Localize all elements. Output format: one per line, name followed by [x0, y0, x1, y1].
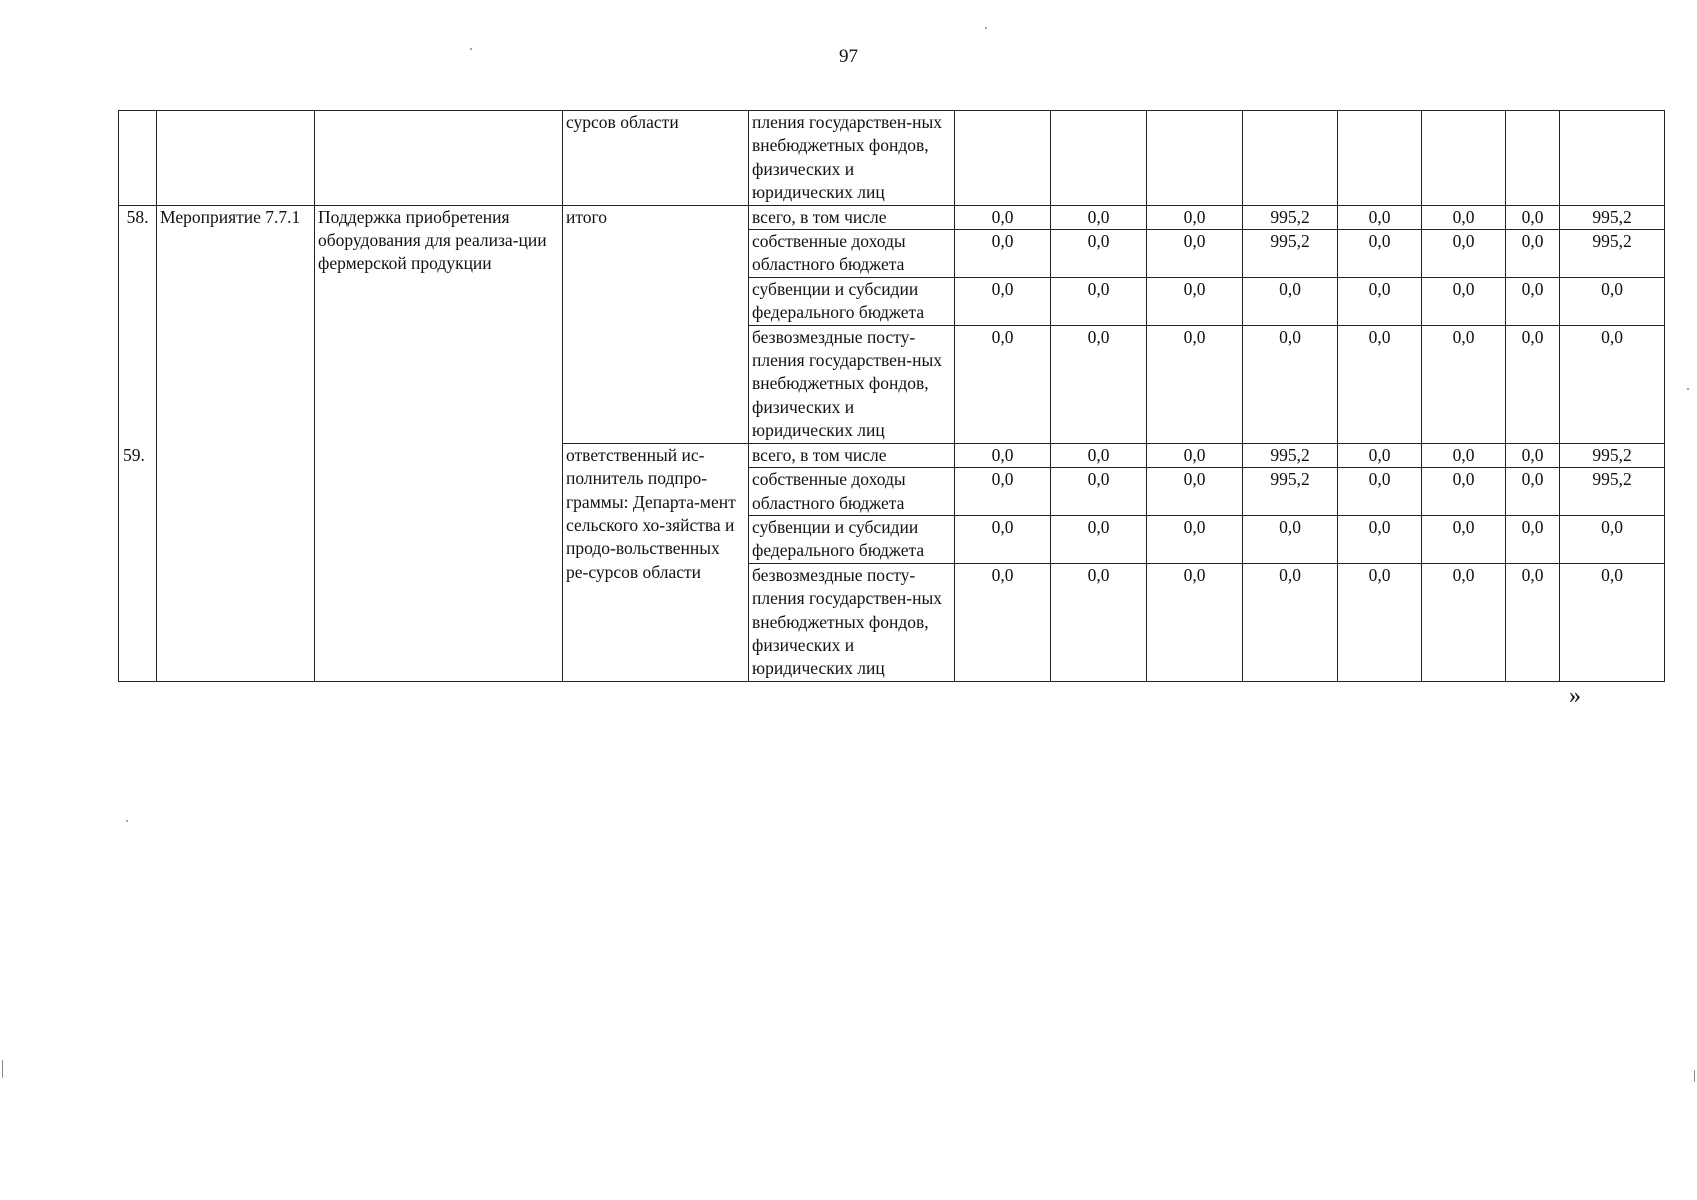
value-cell: 0,0 — [1422, 205, 1506, 229]
value-cell: 0,0 — [955, 468, 1051, 516]
value-cell — [1422, 111, 1506, 206]
value-cell: 0,0 — [1338, 325, 1422, 443]
value-cell: 0,0 — [1338, 277, 1422, 325]
index-cell — [119, 111, 157, 206]
value-cell: 0,0 — [1051, 563, 1147, 681]
value-cell: 0,0 — [1243, 277, 1338, 325]
value-cell: 0,0 — [1506, 277, 1560, 325]
funding-source-label: собственные доходы областного бюджета — [749, 468, 955, 516]
value-cell: 0,0 — [1422, 277, 1506, 325]
value-cell: 0,0 — [1422, 515, 1506, 563]
value-cell: 0,0 — [1506, 205, 1560, 229]
scan-speck — [2, 1060, 3, 1078]
funding-source-cell: пления государствен-ных внебюджетных фондов, физических и юридических лиц — [749, 111, 955, 206]
value-cell — [1051, 111, 1147, 206]
value-cell: 0,0 — [1506, 515, 1560, 563]
value-cell: 0,0 — [1506, 325, 1560, 443]
value-cell: 0,0 — [1422, 563, 1506, 681]
executor-cell: ответственный ис-полнитель подпро-граммы: Департа-мент сельского хо-зяйства и продо-вольственных ре-сурсов области — [563, 443, 749, 681]
value-cell: 0,0 — [1560, 515, 1665, 563]
value-cell: 0,0 — [955, 325, 1051, 443]
value-cell: 0,0 — [1338, 468, 1422, 516]
funding-source-label: субвенции и субсидии федерального бюджета — [749, 277, 955, 325]
value-cell — [1338, 111, 1422, 206]
funding-source-label: безвозмездные посту-пления государствен-ных внебюджетных фондов, физических и юридических лиц — [749, 325, 955, 443]
scan-speck — [126, 820, 128, 822]
value-cell: 0,0 — [1560, 325, 1665, 443]
value-cell: 0,0 — [1147, 563, 1243, 681]
value-cell: 0,0 — [1147, 230, 1243, 278]
value-cell: 0,0 — [1338, 515, 1422, 563]
funding-source-label: безвозмездные посту-пления государствен-ных внебюджетных фондов, физических и юридических лиц — [749, 563, 955, 681]
value-cell: 0,0 — [1338, 443, 1422, 467]
funding-source-label: всего, в том числе — [749, 443, 955, 467]
value-cell: 0,0 — [1051, 468, 1147, 516]
scan-speck — [470, 48, 472, 50]
value-cell — [1560, 111, 1665, 206]
value-cell: 0,0 — [955, 205, 1051, 229]
value-cell: 0,0 — [1338, 563, 1422, 681]
value-cell: 0,0 — [1243, 515, 1338, 563]
scan-speck — [1694, 1070, 1695, 1082]
scan-speck — [1687, 388, 1689, 390]
value-cell: 995,2 — [1243, 468, 1338, 516]
value-cell: 0,0 — [1051, 515, 1147, 563]
value-cell: 0,0 — [1422, 325, 1506, 443]
row-index: 58. — [119, 205, 157, 681]
value-cell: 0,0 — [1243, 563, 1338, 681]
value-cell: 995,2 — [1560, 205, 1665, 229]
value-cell: 0,0 — [1147, 515, 1243, 563]
value-cell: 0,0 — [1506, 230, 1560, 278]
value-cell: 0,0 — [1147, 325, 1243, 443]
value-cell: 0,0 — [1147, 205, 1243, 229]
table-row — [119, 205, 1665, 229]
measure-name: Мероприятие 7.7.1 — [157, 205, 315, 681]
value-cell — [1243, 111, 1338, 206]
value-cell: 0,0 — [1422, 468, 1506, 516]
value-cell: 0,0 — [1506, 443, 1560, 467]
scan-speck — [985, 27, 987, 29]
value-cell: 0,0 — [1560, 563, 1665, 681]
value-cell: 995,2 — [1243, 230, 1338, 278]
value-cell: 0,0 — [1422, 230, 1506, 278]
value-cell: 0,0 — [1147, 468, 1243, 516]
value-cell: 0,0 — [1560, 277, 1665, 325]
value-cell: 0,0 — [955, 443, 1051, 467]
value-cell: 0,0 — [1243, 325, 1338, 443]
funding-source-label: собственные доходы областного бюджета — [749, 230, 955, 278]
value-cell: 0,0 — [1051, 230, 1147, 278]
measure-description: Поддержка приобретения оборудования для реализа-ции фермерской продукции — [315, 205, 563, 681]
value-cell: 995,2 — [1560, 468, 1665, 516]
value-cell: 0,0 — [1422, 443, 1506, 467]
executor-cell: сурсов области — [563, 111, 749, 206]
value-cell: 995,2 — [1243, 443, 1338, 467]
page-number: 97 — [839, 46, 858, 67]
value-cell: 0,0 — [955, 515, 1051, 563]
description-cell — [315, 111, 563, 206]
value-cell: 0,0 — [1338, 230, 1422, 278]
value-cell: 0,0 — [1147, 443, 1243, 467]
value-cell — [1506, 111, 1560, 206]
value-cell: 0,0 — [955, 563, 1051, 681]
value-cell: 0,0 — [1051, 205, 1147, 229]
value-cell — [1147, 111, 1243, 206]
funding-source-label: всего, в том числе — [749, 205, 955, 229]
value-cell: 0,0 — [1147, 277, 1243, 325]
executor-cell: итого — [563, 205, 749, 443]
value-cell — [955, 111, 1051, 206]
closing-quote: » — [1569, 683, 1581, 709]
value-cell: 995,2 — [1243, 205, 1338, 229]
value-cell: 0,0 — [1506, 563, 1560, 681]
value-cell: 0,0 — [1338, 205, 1422, 229]
name-cell — [157, 111, 315, 206]
funding-source-label: субвенции и субсидии федерального бюджета — [749, 515, 955, 563]
value-cell: 0,0 — [955, 230, 1051, 278]
value-cell: 995,2 — [1560, 230, 1665, 278]
value-cell: 0,0 — [1506, 468, 1560, 516]
value-cell: 0,0 — [955, 277, 1051, 325]
value-cell: 995,2 — [1560, 443, 1665, 467]
value-cell: 0,0 — [1051, 325, 1147, 443]
value-cell: 0,0 — [1051, 443, 1147, 467]
continuation-row — [119, 111, 1665, 206]
row-index-59: 59. — [123, 445, 145, 466]
value-cell: 0,0 — [1051, 277, 1147, 325]
budget-table — [118, 110, 1665, 682]
